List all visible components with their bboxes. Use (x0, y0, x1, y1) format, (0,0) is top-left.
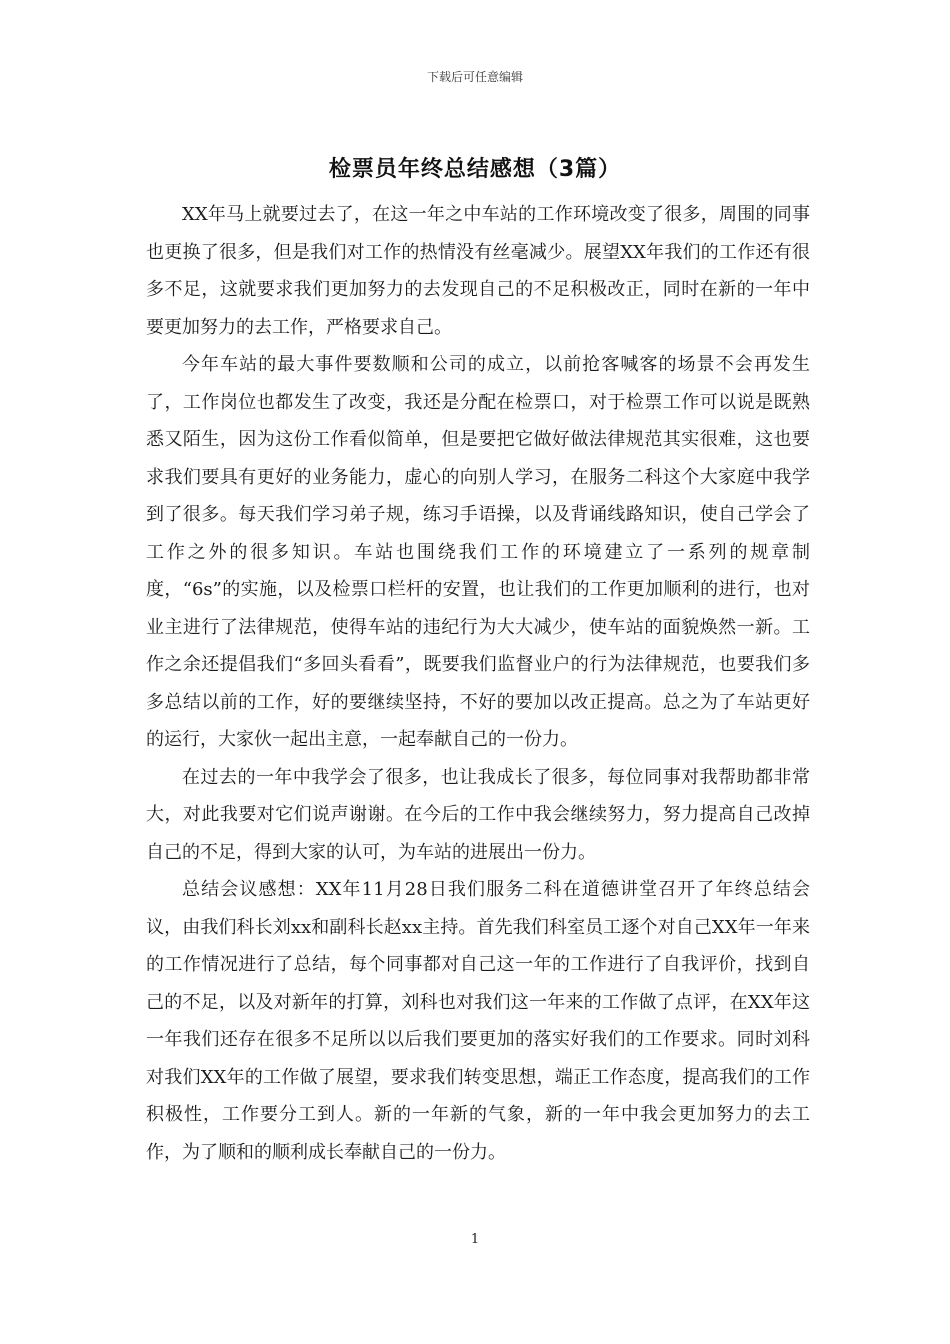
page-number: 1 (470, 1232, 480, 1247)
page-header-note: 下载后可任意编辑 (426, 70, 523, 84)
document-title: 检票员年终总结感想（3篇） (328, 157, 622, 182)
paragraph-3: 在过去的一年中我学会了很多，也让我成长了很多，每位同事对我帮助都非常大，对此我要对它们说声谢谢。在今后的工作中我会继续努力，努力提高自己改掉自己的不足，得到大家的认可，为车站的进展出一份力。 (146, 766, 810, 863)
paragraph-4: 总结会议感想：XX年11月28日我们服务二科在道德讲堂召开了年终总结会议，由我们科长刘xx和副科长赵xx主持。首先我们科室员工逐个对自己XX年一年来的工作情况进行了总结，每个同事都对自己这一年的工作进行了自我评价，找到自己的不足，以及对新年的打算，刘科也对我们这一年来的工作做了点评，在XX年这一年我们还存在很多不足所以以后我们要更加的落实好我们的工作要求。同时刘科对我们XX年的工作做了展望，要求我们转变思想，端正工作态度，提高我们的工作积极性，工作要分工到人。新的一年新的气象，新的一年中我会更加努力的去工作，为了顺和的顺利成长奉献自己的一份力。 (146, 879, 810, 1163)
paragraph-2: 今年车站的最大事件要数顺和公司的成立，以前抢客喊客的场景不会再发生了，工作岗位也都发生了改变，我还是分配在检票口，对于检票工作可以说是既熟悉又陌生，因为这份工作看似简单，但是要把它做好做法律规范其实很难，这也要求我们要具有更好的业务能力，虚心的向别人学习，在服务二科这个大家庭中我学到了很多。每天我们学习弟子规，练习手语操，以及背诵线路知识，使自己学会了工作之外的很多知识。车站也围绕我们工作的环境建立了一系列的规章制度，“6s”的实施，以及检票口栏杆的安置，也让我们的工作更加顺利的进行，也对业主进行了法律规范，使得车站的违纪行为大大减少，使车站的面貌焕然一新。工作之余还提倡我们“多回头看看”，既要我们监督业户的行为法律规范，也要我们多多总结以前的工作，好的要继续坚持，不好的要加以改正提高。总之为了车站更好的运行，大家伙一起出主意，一起奉献自己的一份力。 (146, 354, 810, 750)
document-body (146, 196, 810, 1171)
paragraph-1: XX年马上就要过去了，在这一年之中车站的工作环境改变了很多，周围的同事也更换了很多，但是我们对工作的热情没有丝毫减少。展望XX年我们的工作还有很多不足，这就要求我们更加努力的去发现自己的不足积极改正，同时在新的一年中要更加努力的去工作，严格要求自己。 (146, 204, 810, 338)
